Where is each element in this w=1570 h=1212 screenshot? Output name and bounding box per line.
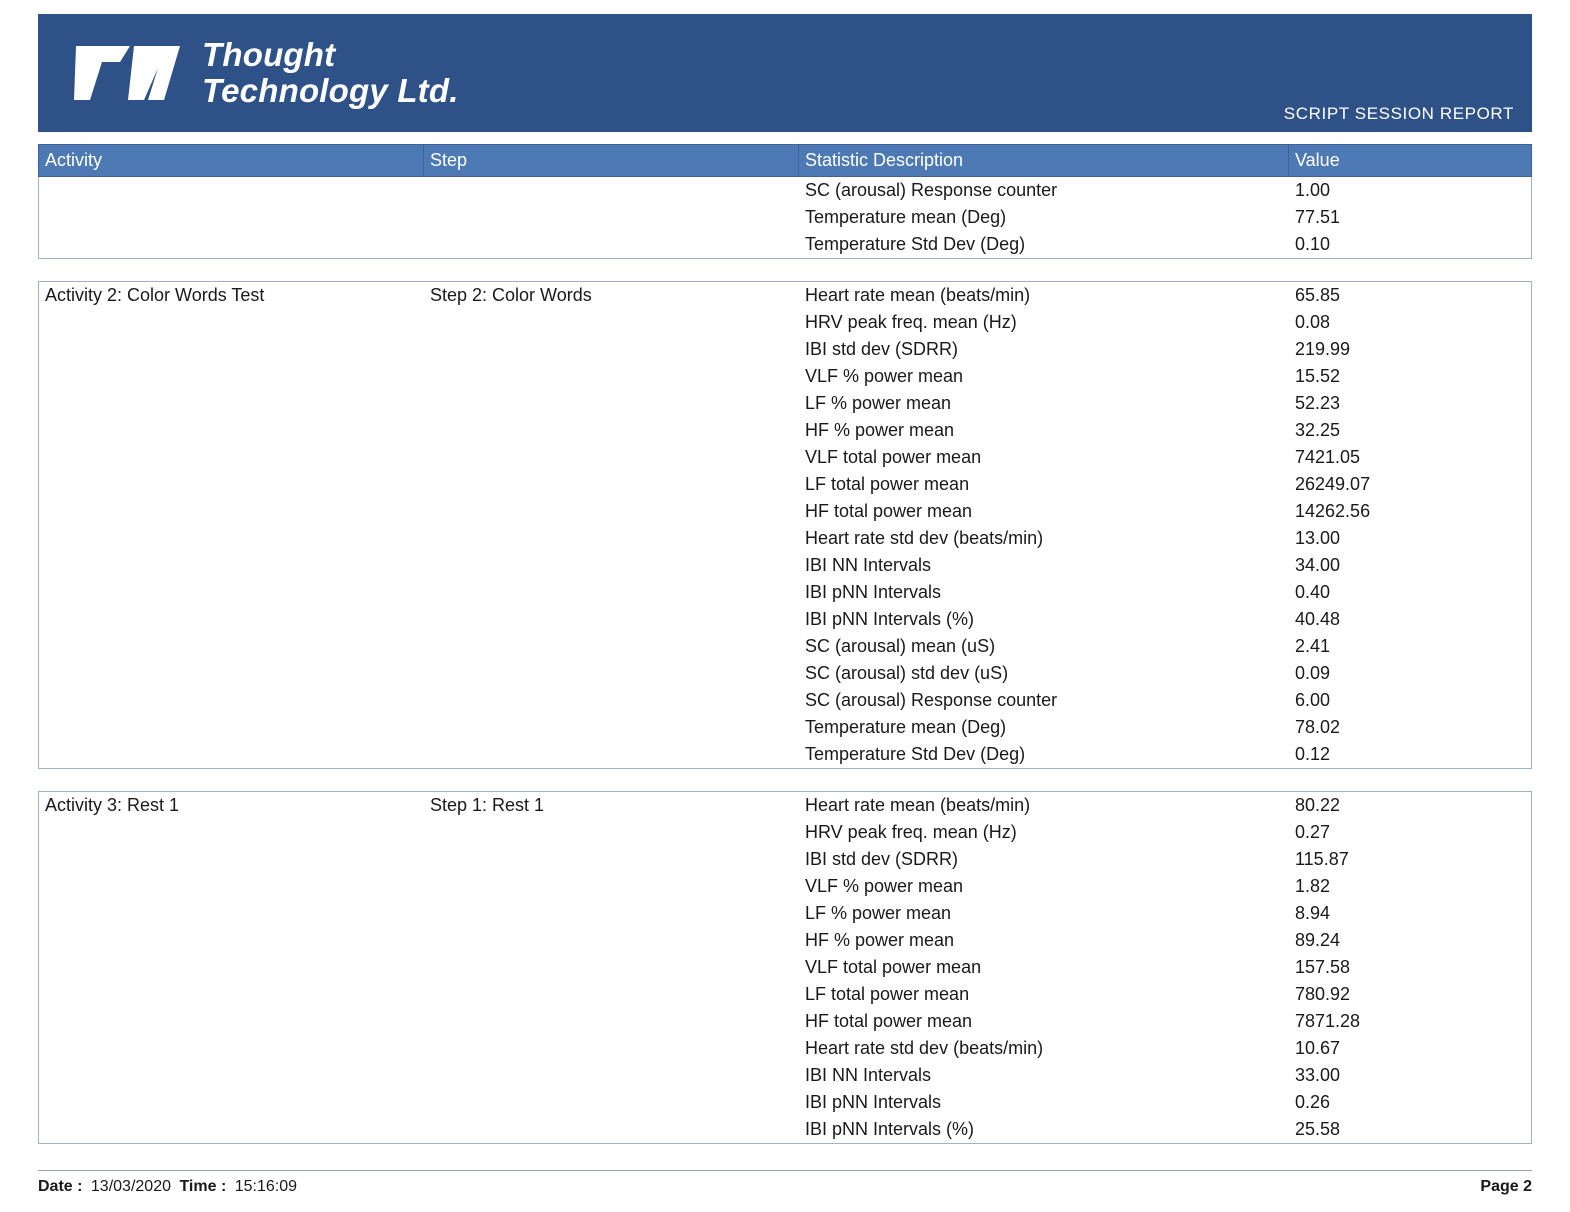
statistic-description: VLF % power mean	[805, 876, 964, 896]
table-row	[39, 792, 1531, 819]
thought-technology-logo-icon	[72, 42, 184, 104]
page-number: Page 2	[1480, 1178, 1532, 1195]
statistic-description: LF % power mean	[805, 393, 952, 413]
statistic-description: VLF total power mean	[805, 957, 982, 977]
statistic-value: 34.00	[1295, 555, 1341, 575]
statistic-description: IBI pNN Intervals	[805, 582, 942, 602]
time-value: 15:16:09	[234, 1178, 297, 1195]
statistic-value: 10.67	[1295, 1038, 1341, 1058]
statistic-description: IBI std dev (SDRR)	[805, 849, 959, 869]
page-footer	[38, 1170, 1532, 1196]
date-value: 13/03/2020	[90, 1178, 171, 1195]
table-header-row	[39, 145, 1532, 177]
step-name: Step 1: Rest 1	[430, 795, 545, 815]
statistic-description: IBI pNN Intervals (%)	[805, 1119, 975, 1139]
statistic-description: HF total power mean	[805, 501, 973, 521]
activity-name: Activity 3: Rest 1	[45, 795, 180, 815]
step-name: Step 2: Color Words	[430, 285, 592, 305]
statistic-value: 77.51	[1295, 207, 1341, 227]
statistic-value: 0.10	[1295, 234, 1331, 254]
report-title: SCRIPT SESSION REPORT	[1283, 104, 1514, 123]
statistic-description: HF total power mean	[805, 1011, 973, 1031]
statistic-value: 0.09	[1295, 663, 1331, 683]
column-header-activity: Activity	[39, 145, 424, 177]
statistic-value: 33.00	[1295, 1065, 1341, 1085]
statistic-value: 7421.05	[1295, 447, 1361, 467]
statistic-value: 65.85	[1295, 285, 1341, 305]
statistic-description: LF % power mean	[805, 903, 952, 923]
column-header-step: Step	[424, 145, 799, 177]
statistic-value: 1.82	[1295, 876, 1331, 896]
statistic-description: Temperature mean (Deg)	[805, 717, 1007, 737]
statistic-value: 13.00	[1295, 528, 1341, 548]
statistic-value: 0.26	[1295, 1092, 1331, 1112]
statistic-description: LF total power mean	[805, 984, 970, 1004]
table-row	[39, 177, 1531, 204]
statistic-value: 0.40	[1295, 582, 1331, 602]
activity-block-table	[39, 792, 1531, 1143]
statistic-value: 80.22	[1295, 795, 1341, 815]
activity-name	[39, 177, 424, 258]
statistic-value: 8.94	[1295, 903, 1331, 923]
statistic-value: 25.58	[1295, 1119, 1341, 1139]
statistic-description: HRV peak freq. mean (Hz)	[805, 312, 1017, 332]
report-header	[38, 14, 1532, 132]
statistic-value: 26249.07	[1295, 474, 1371, 494]
statistic-description: Temperature Std Dev (Deg)	[805, 234, 1026, 254]
statistic-description: LF total power mean	[805, 474, 970, 494]
statistic-description: IBI pNN Intervals	[805, 1092, 942, 1112]
statistic-description: IBI pNN Intervals (%)	[805, 609, 975, 629]
statistic-value: 40.48	[1295, 609, 1341, 629]
statistic-value: 1.00	[1295, 180, 1331, 200]
table-row	[39, 282, 1531, 309]
report-table-header	[38, 144, 1532, 177]
statistic-description: HF % power mean	[805, 930, 955, 950]
statistic-description: HRV peak freq. mean (Hz)	[805, 822, 1017, 842]
statistic-description: VLF total power mean	[805, 447, 982, 467]
statistic-description: IBI NN Intervals	[805, 555, 932, 575]
statistic-description: Heart rate mean (beats/min)	[805, 795, 1031, 815]
activity-block-table	[39, 282, 1531, 768]
company-name-line1: Thought	[202, 36, 336, 73]
statistic-description: Temperature mean (Deg)	[805, 207, 1007, 227]
activity-name: Activity 2: Color Words Test	[45, 285, 265, 305]
statistic-description: Heart rate mean (beats/min)	[805, 285, 1031, 305]
statistic-description: IBI std dev (SDRR)	[805, 339, 959, 359]
statistic-value: 32.25	[1295, 420, 1341, 440]
activity-block	[38, 281, 1532, 769]
company-name	[202, 37, 459, 109]
table-header-wrap	[38, 144, 1532, 177]
statistic-description: IBI NN Intervals	[805, 1065, 932, 1085]
statistic-description: Heart rate std dev (beats/min)	[805, 1038, 1044, 1058]
statistic-value: 157.58	[1295, 957, 1351, 977]
statistic-value: 78.02	[1295, 717, 1341, 737]
date-label: Date :	[38, 1178, 83, 1195]
statistic-value: 0.12	[1295, 744, 1331, 764]
statistic-value: 780.92	[1295, 984, 1351, 1004]
statistic-description: Temperature Std Dev (Deg)	[805, 744, 1026, 764]
time-label: Time :	[179, 1178, 227, 1195]
activity-block	[38, 791, 1532, 1144]
statistic-description: SC (arousal) Response counter	[805, 180, 1058, 200]
activity-block-table	[39, 177, 1531, 258]
statistic-value: 2.41	[1295, 636, 1331, 656]
column-header-value: Value	[1289, 145, 1532, 177]
statistic-value: 52.23	[1295, 393, 1341, 413]
statistic-description: Heart rate std dev (beats/min)	[805, 528, 1044, 548]
statistic-value: 89.24	[1295, 930, 1341, 950]
statistic-value: 7871.28	[1295, 1011, 1361, 1031]
footer-datetime	[38, 1178, 301, 1196]
statistic-value: 0.27	[1295, 822, 1331, 842]
statistic-value: 219.99	[1295, 339, 1351, 359]
statistic-value: 15.52	[1295, 366, 1341, 386]
statistic-description: SC (arousal) mean (uS)	[805, 636, 996, 656]
statistic-value: 14262.56	[1295, 501, 1371, 521]
statistic-description: HF % power mean	[805, 420, 955, 440]
company-name-line2: Technology Ltd.	[202, 72, 459, 109]
statistic-value: 6.00	[1295, 690, 1331, 710]
statistic-description: VLF % power mean	[805, 366, 964, 386]
activity-block	[38, 177, 1532, 259]
statistic-description: SC (arousal) std dev (uS)	[805, 663, 1009, 683]
step-name	[424, 177, 799, 258]
statistic-value: 0.08	[1295, 312, 1331, 332]
statistic-value: 115.87	[1295, 849, 1349, 869]
statistic-description: SC (arousal) Response counter	[805, 690, 1058, 710]
column-header-statistic-description: Statistic Description	[799, 145, 1289, 177]
